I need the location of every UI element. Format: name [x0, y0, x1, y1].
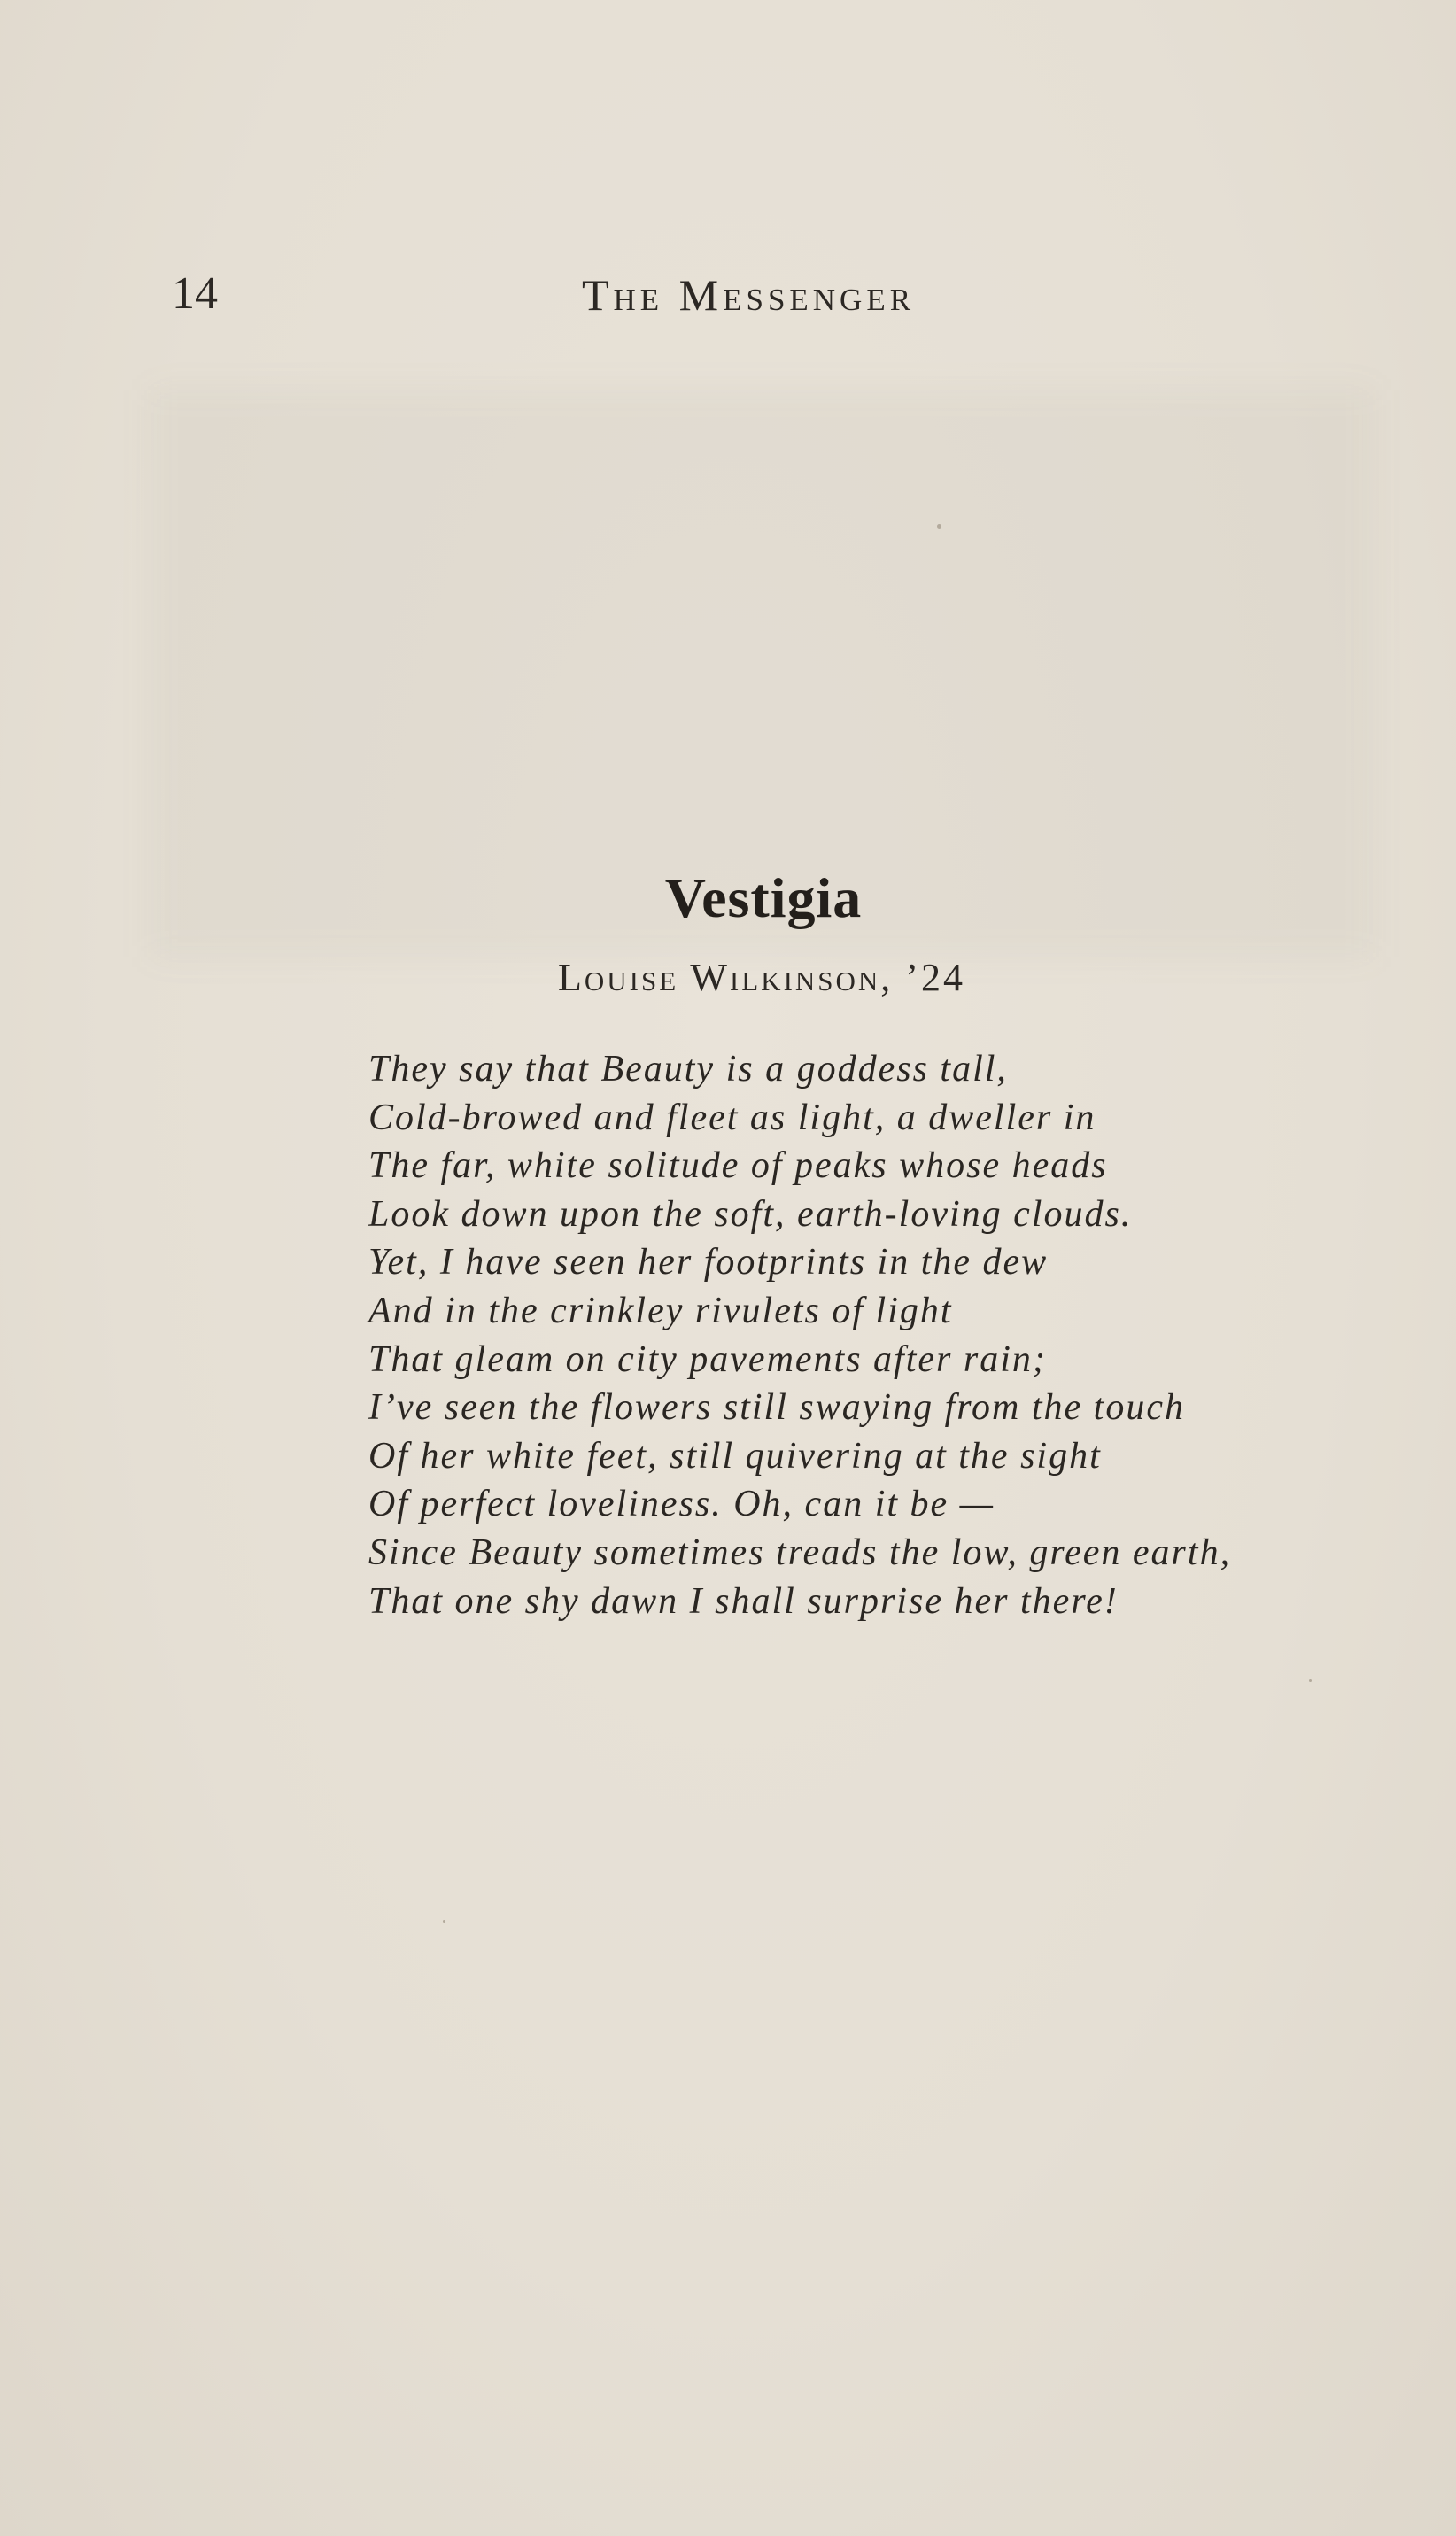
page-number: 14	[172, 268, 218, 319]
paper-speck	[937, 524, 941, 529]
poem-line: Look down upon the soft, earth-loving clouds.	[368, 1193, 1133, 1235]
poem-line: Cold-browed and fleet as light, a dweller in	[368, 1097, 1096, 1138]
running-head: The Messenger	[581, 270, 916, 320]
poem-line: Since Beauty sometimes treads the low, green earth,	[368, 1532, 1232, 1573]
paper-speck	[443, 1920, 445, 1923]
poem-line: Yet, I have seen her footprints in the dew	[368, 1242, 1049, 1284]
poem-line: They say that Beauty is a goddess tall,	[368, 1049, 1008, 1090]
poem-line: Of perfect loveliness. Oh, can it be —	[368, 1484, 995, 1525]
poem-line: That gleam on city pavements after rain;	[368, 1338, 1047, 1380]
poem-line: The far, white solitude of peaks whose heads	[368, 1145, 1108, 1187]
poem-line: I’ve seen the flowers still swaying from the touch	[368, 1387, 1185, 1429]
poem-author: Louise Wilkinson, ’24	[558, 956, 965, 999]
poem-stanza	[368, 1045, 1378, 1625]
poem-line: And in the crinkley rivulets of light	[368, 1290, 953, 1331]
poem-line: Of her white feet, still quivering at the sight	[368, 1435, 1102, 1477]
paper-speck	[1309, 1679, 1312, 1682]
poem-line: That one shy dawn I shall surprise her there!	[368, 1580, 1119, 1622]
poem-title: Vestigia	[664, 866, 863, 929]
